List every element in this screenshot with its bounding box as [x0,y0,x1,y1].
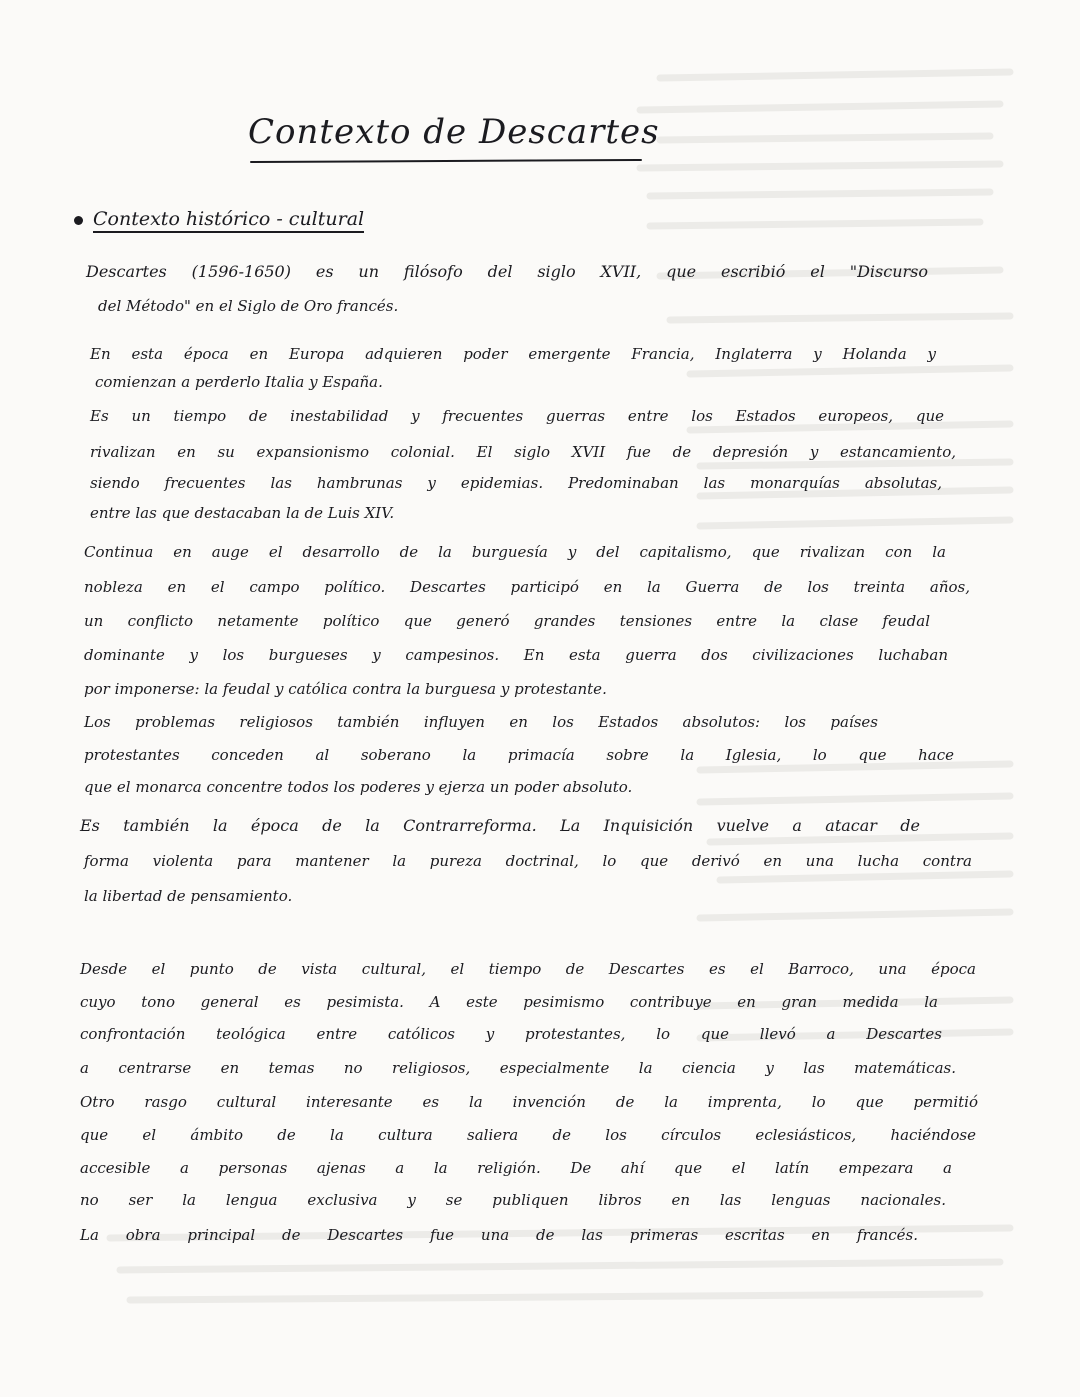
text-line: siendo frecuentes las hambrunas y epidemias. Predominaban las monarquías absolutas, [90,474,942,492]
page-title: Contexto de Descartes [248,112,660,152]
text-line: a centrarse en temas no religiosos, especialmente la ciencia y las matemáticas. [80,1059,956,1077]
text-line: Otro rasgo cultural interesante es la invención de la imprenta, lo que permitió [80,1093,978,1111]
text-line: entre las que destacaban la de Luis XIV. [90,504,395,522]
text-line: protestantes conceden al soberano la primacía sobre la Iglesia, lo que hace [84,746,954,764]
text-line: Los problemas religiosos también influyen en los Estados absolutos: los países [84,713,878,731]
text-line: En esta época en Europa adquieren poder emergente Francia, Inglaterra y Holanda y [90,345,936,363]
text-line: Es también la época de la Contrarreforma. La Inquisición vuelve a atacar de [80,816,920,835]
text-line: forma violenta para mantener la pureza doctrinal, lo que derivó en una lucha contra [84,852,972,870]
text-line: La obra principal de Descartes fue una de las primeras escritas en francés. [80,1226,918,1244]
text-line: comienzan a perderlo Italia y España. [95,373,383,391]
text-line: accesible a personas ajenas a la religión. De ahí que el latín empezara a [80,1159,952,1177]
text-line: un conflicto netamente político que generó grandes tensiones entre la clase feudal [84,612,930,630]
text-line: dominante y los burgueses y campesinos. En esta guerra dos civilizaciones luchaban [84,646,948,664]
text-line: Es un tiempo de inestabilidad y frecuentes guerras entre los Estados europeos, que [90,407,944,425]
text-line: nobleza en el campo político. Descartes participó en la Guerra de los treinta años, [84,578,970,596]
bullet-icon [74,216,83,225]
text-line: Continua en auge el desarrollo de la burguesía y del capitalismo, que rivalizan con la [84,543,946,561]
text-line: cuyo tono general es pesimista. A este pesimismo contribuye en gran medida la [80,993,938,1011]
text-line: del Método" en el Siglo de Oro francés. [98,297,399,315]
text-line: confrontación teológica entre católicos y protestantes, lo que llevó a Descartes [80,1025,942,1043]
section-heading-text: Contexto histórico - cultural [93,208,364,233]
text-line: Descartes (1596-1650) es un filósofo del siglo XVII, que escribió el "Discurso [86,262,928,281]
section-heading [74,208,364,233]
text-line: no ser la lengua exclusiva y se publiquen libros en las lenguas nacionales. [80,1191,946,1209]
text-line: Desde el punto de vista cultural, el tiempo de Descartes es el Barroco, una época [80,960,976,978]
title-underline [250,159,642,163]
text-line: rivalizan en su expansionismo colonial. El siglo XVII fue de depresión y estancamiento, [90,443,956,461]
text-line: por imponerse: la feudal y católica contra la burguesa y protestante. [84,680,607,698]
text-line: que el monarca concentre todos los poderes y ejerza un poder absoluto. [84,778,633,796]
text-line: que el ámbito de la cultura saliera de los círculos eclesiásticos, haciéndose [80,1126,976,1144]
text-line: la libertad de pensamiento. [84,887,293,905]
